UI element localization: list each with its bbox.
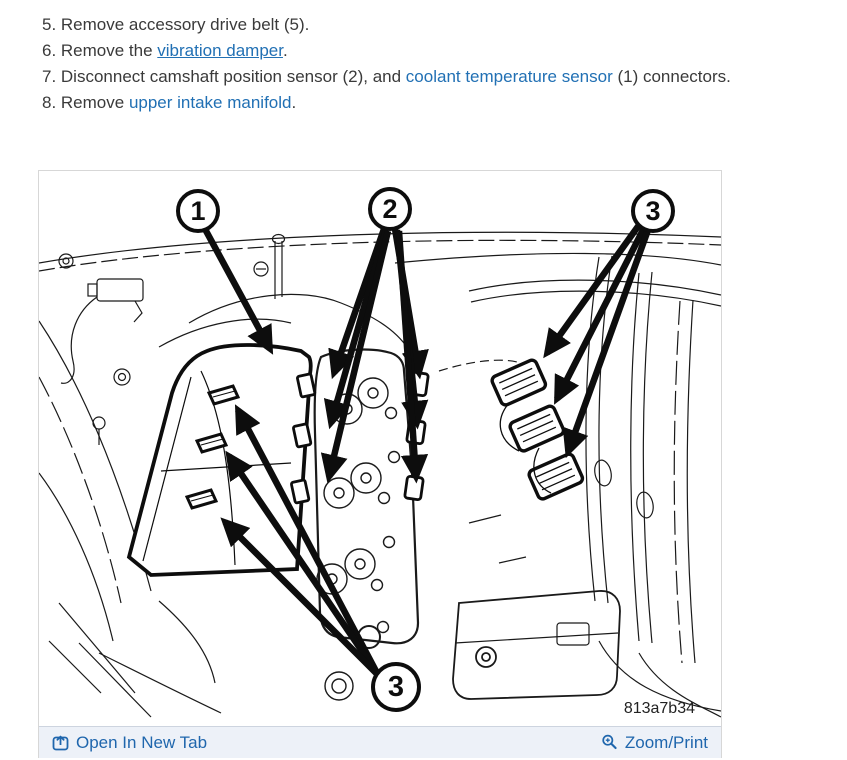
figure-code-label: 813a7b34 <box>623 700 695 717</box>
step-text: 8. Remove <box>42 93 129 112</box>
engine-line-art <box>39 171 721 726</box>
step-text: (1) connectors. <box>612 67 731 86</box>
procedure-step <box>42 12 822 38</box>
zoom-print-button[interactable] <box>601 733 708 753</box>
procedure-step <box>42 64 822 90</box>
step-text: 6. Remove the <box>42 41 158 60</box>
engine-diagram <box>39 171 721 726</box>
procedure-step <box>42 90 822 116</box>
zoom-print-label: Zoom/Print <box>624 732 708 752</box>
callout-2: 2 <box>368 187 412 231</box>
step-text: 7. Disconnect camshaft position sensor (2), and <box>42 67 406 86</box>
open-in-new-tab-icon <box>52 734 69 751</box>
step-text: 5. Remove accessory drive belt (5). <box>42 15 310 34</box>
open-in-new-tab-button[interactable] <box>52 733 207 753</box>
callout-3-top: 3 <box>631 189 675 233</box>
zoom-plus-icon <box>601 734 618 751</box>
procedure-steps <box>42 12 822 116</box>
figure-toolbar <box>39 726 721 758</box>
callout-1: 1 <box>176 189 220 233</box>
callout-3-bottom: 3 <box>371 662 421 712</box>
inline-link[interactable]: coolant temperature sensor <box>405 67 613 86</box>
step-text: . <box>291 93 297 112</box>
step-text: . <box>282 41 288 60</box>
procedure-step <box>42 38 822 64</box>
engine-figure <box>38 170 722 758</box>
open-in-new-tab-label: Open In New Tab <box>76 732 208 752</box>
inline-link[interactable]: vibration damper <box>157 41 283 60</box>
inline-link[interactable]: upper intake manifold <box>128 93 292 112</box>
